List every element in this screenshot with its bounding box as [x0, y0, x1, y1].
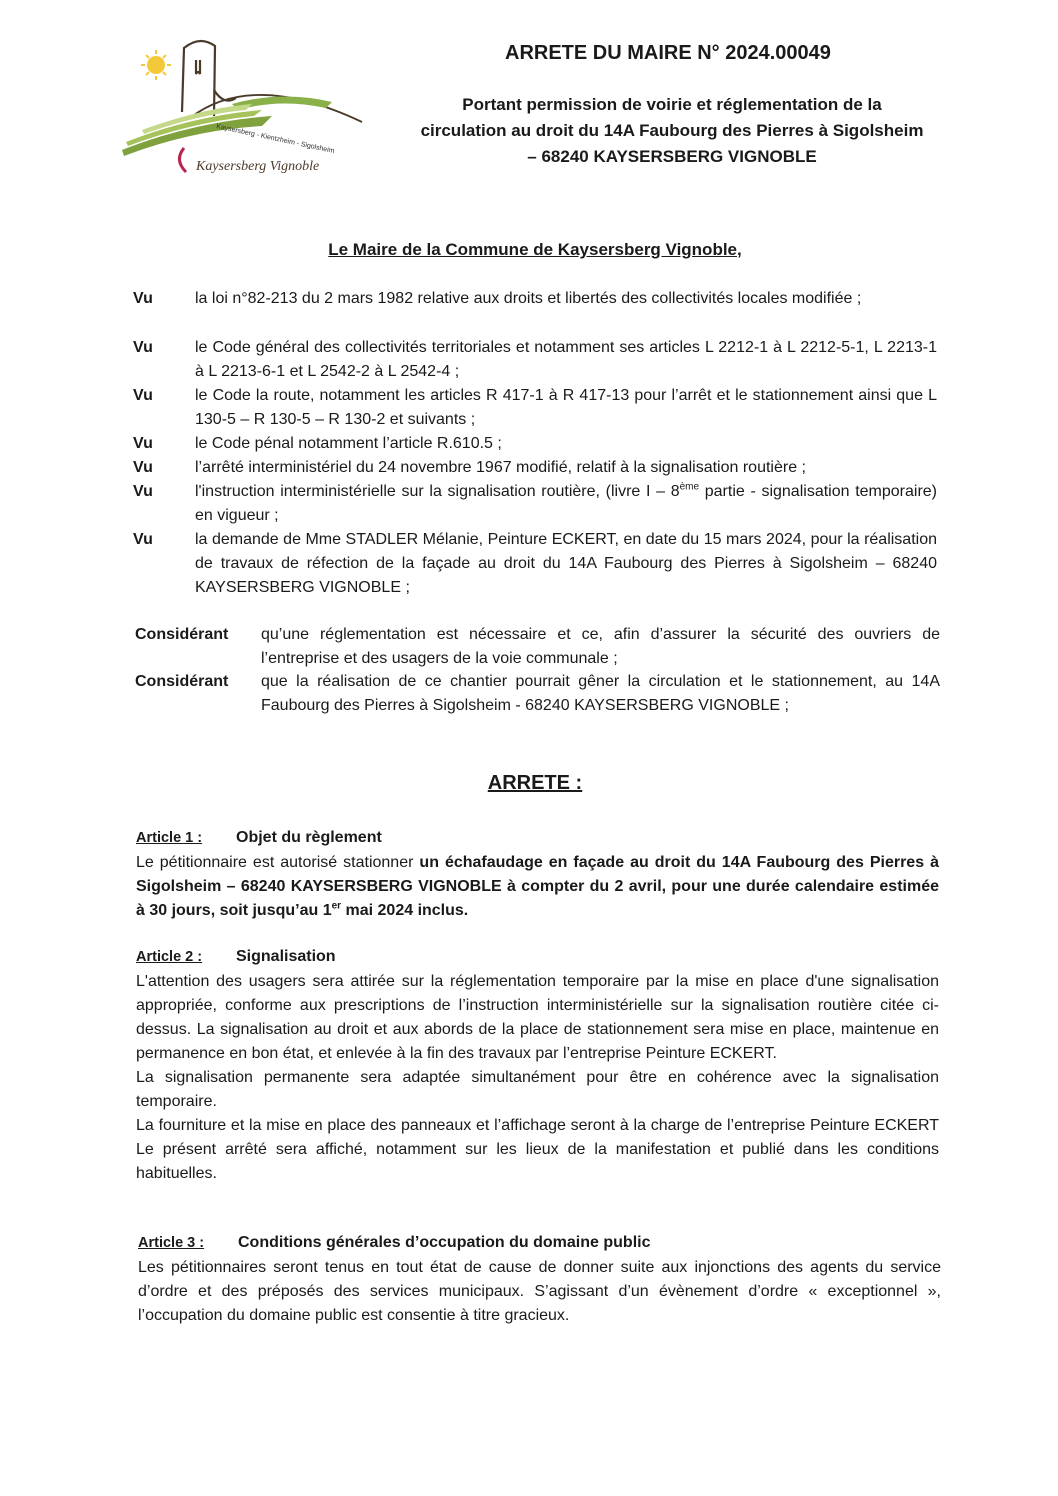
- article-body: [136, 851, 939, 923]
- mayor-heading: Le Maire de la Commune de Kaysersberg Vignoble,: [328, 240, 742, 259]
- considerant-text: que la réalisation de ce chantier pourrait gêner la circulation et le stationnement, au 14A Faubourg des Pierres à Sigolsheim - 68240 KAYSERSBERG VIGNOBLE ;: [261, 673, 940, 714]
- considerant-label: Considérant: [135, 626, 229, 643]
- article-title: Signalisation: [236, 948, 336, 965]
- logo-k-mark: [179, 148, 186, 172]
- article-paragraph: Le pétitionnaire est autorisé stationner un échafaudage en façade au droit du 14A Faubourg des Pierres à Sigolsheim – 68240 KAYSERSBERG VIGNOBLE à compter du 2 avril, pour une durée calendaire estimée à 30 jours, soit jusqu’au 1er mai 2024 inclus.: [136, 854, 939, 919]
- article-paragraph: La signalisation permanente sera adaptée simultanément pour être en cohérence avec la signalisation temporaire.: [136, 1069, 939, 1110]
- kaysersberg-vignoble-logo: [112, 30, 364, 180]
- considerant-text: qu’une réglementation est nécessaire et ce, afin d’assurer la sécurité des ouvriers de l’entreprise et des usagers de la voie communale ;: [261, 626, 940, 667]
- vu-label: Vu: [133, 459, 153, 476]
- article-paragraph: Les pétitionnaires seront tenus en tout état de cause de donner suite aux injonctions des agents du service d’ordre et des préposés des services municipaux. S’agissant d’un évènement d’ordre « exceptionnel », l’occupation du domaine public est consentie à titre gracieux.: [138, 1259, 941, 1324]
- vu-label: Vu: [133, 435, 153, 452]
- vu-text: le Code général des collectivités territoriales et notamment ses articles L 2212-1 à L 2212-5-1, L 2213-1 à L 2213-6-1 et L 2542-2 à L 2542-4 ;: [195, 339, 937, 380]
- logo-brand-text: Kaysersberg Vignoble: [196, 159, 320, 174]
- article-paragraph: La fourniture et la mise en place des panneaux et l’affichage seront à la charge de l’entreprise Peinture ECKERT Le présent arrêté sera affiché, notamment sur les lieux de la manifestation et publié dans les conditions habituelles.: [136, 1117, 939, 1182]
- subtitle-line: circulation au droit du 14A Faubourg des Pierres à Sigolsheim: [420, 121, 924, 140]
- article-title: Conditions générales d’occupation du domaine public: [238, 1234, 651, 1251]
- article-title: Objet du règlement: [236, 829, 382, 846]
- vu-text: le Code pénal notamment l’article R.610.5 ;: [195, 435, 502, 452]
- article-heading: [136, 948, 336, 966]
- article-heading: [138, 1234, 650, 1252]
- page-title: ARRETE DU MAIRE N° 2024.00049: [505, 42, 831, 64]
- subtitle-line: – 68240 KAYSERSBERG VIGNOBLE: [527, 147, 817, 166]
- vu-text: l'instruction interministérielle sur la signalisation routière, (livre I – 8ème partie - signalisation temporaire) en vigueur ;: [195, 481, 938, 524]
- vu-label: Vu: [133, 483, 153, 500]
- article-number: Article 2 :: [136, 949, 203, 965]
- vu-label: Vu: [133, 387, 153, 404]
- logo-communes-text: Kaysersberg - Kientzheim - Sigolsheim: [215, 123, 336, 156]
- vu-text: la loi n°82-213 du 2 mars 1982 relative aux droits et libertés des collectivités locales modifiée ;: [195, 290, 862, 307]
- article-body: [136, 970, 939, 1186]
- vu-label: Vu: [133, 531, 153, 548]
- vu-label: Vu: [133, 290, 153, 307]
- arrete-heading: ARRETE :: [487, 772, 583, 794]
- sun-icon: [141, 50, 171, 80]
- vu-text: l’arrêté interministériel du 24 novembre 1967 modifié, relatif à la signalisation routière ;: [195, 459, 806, 476]
- page-subtitle: [372, 92, 972, 170]
- article-number: Article 3 :: [138, 1235, 205, 1251]
- vu-text: la demande de Mme STADLER Mélanie, Peinture ECKERT, en date du 15 mars 2024, pour la réalisation de travaux de réfection de la façade au droit du 14A Faubourg des Pierres à Sigolsheim – 68240 KAYSERSBERG VIGNOBLE ;: [195, 531, 937, 596]
- article-body: [138, 1256, 941, 1328]
- vu-label: Vu: [133, 339, 153, 356]
- considerant-label: Considérant: [135, 673, 229, 690]
- article-number: Article 1 :: [136, 830, 203, 846]
- subtitle-line: Portant permission de voirie et réglementation de la: [462, 95, 882, 114]
- article-paragraph: L'attention des usagers sera attirée sur la réglementation temporaire par la mise en place d'une signalisation appropriée, conforme aux prescriptions de l’instruction interministérielle sur la signalisation routière citée ci-dessus. La signalisation au droit et aux abords de la place de stationnement sera mise en place, maintenue en permanence en bon état, et enlevée à la fin des travaux par l’entreprise Peinture ECKERT.: [136, 973, 939, 1062]
- tower-icon: [182, 41, 236, 116]
- article-heading: [136, 829, 382, 847]
- vu-text: le Code la route, notamment les articles R 417-1 à R 417-13 pour l’arrêt et le stationnement ainsi que L 130-5 – R 130-5 – R 130-2 et suivants ;: [195, 387, 937, 428]
